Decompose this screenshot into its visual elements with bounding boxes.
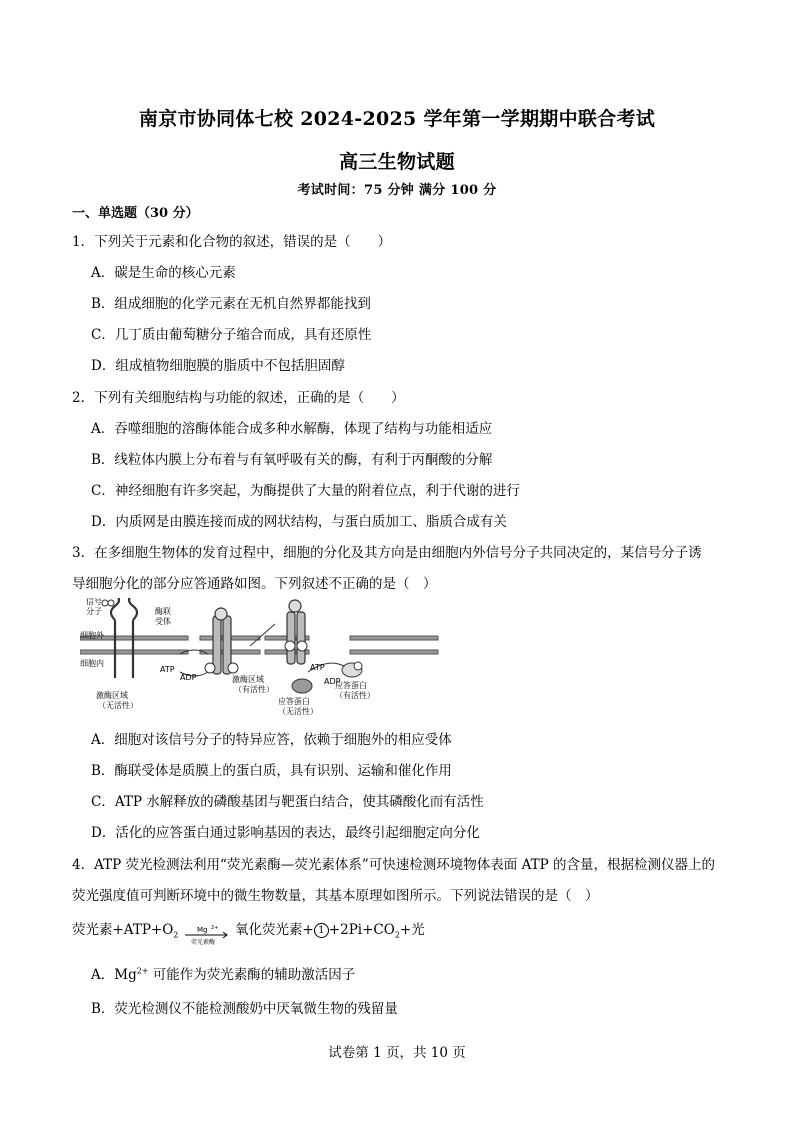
label-kinase-inactive-2: （无活性）: [98, 701, 138, 710]
cell-membrane-right: [350, 636, 438, 654]
label-outside: 细胞外: [80, 631, 104, 640]
question-3-option-c: C．ATP 水解释放的磷酸基团与靶蛋白结合，使其磷酸化而有活性: [91, 794, 484, 810]
equation-right-c: +光: [399, 922, 425, 938]
question-3-option-d: D．活化的应答蛋白通过影响基因的表达，最终引起细胞定向分化: [91, 825, 480, 841]
question-4-option-a: A．$Mg^{2+}$ 可能作为荧光素酶的辅助激活因子: [91, 966, 356, 983]
label-kinase-active-1: 激酶区域: [232, 675, 264, 684]
question-4-stem-line-2: 荧光强度值可判断环境中的微生物数量，其基本原理如图所示。下列说法错误的是（ ）: [72, 888, 599, 904]
question-2-option-d: D．内质网是由膜连接而成的网状结构，与蛋白质加工、脂质合成有关: [91, 514, 507, 530]
question-2-option-b: B．线粒体内膜上分布着与有氧呼吸有关的酶，有利于丙酮酸的分解: [91, 452, 493, 468]
label-enzyme-receptor-2: 受体: [155, 617, 171, 626]
label-atp-1: ATP: [160, 665, 175, 674]
question-1-option-d: D．组成植物细胞膜的脂质中不包括胆固醇: [91, 358, 345, 374]
label-kinase-inactive-1: 激酶区域: [96, 691, 128, 700]
question-4-stem-line-1: 4．ATP 荧光检测法利用“荧光素酶—荧光素体系”可快速检测环境物体表面 ATP 的含量，根据检测仪器上的: [72, 857, 715, 873]
label-kinase-active-2: （有活性）: [234, 685, 274, 694]
question-1-option-a: A．碳是生命的核心元素: [91, 265, 236, 281]
svg-text:荧光素酶: 荧光素酶: [190, 938, 215, 946]
question-3-stem-line-1: 3．在多细胞生物体的发育过程中，细胞的分化及其方向是由细胞内外信号分子共同决定的，某信号分子诱: [72, 545, 702, 561]
label-adp-1: ADP: [180, 673, 197, 682]
question-1-option-b: B．组成细胞的化学元素在无机自然界都能找到: [91, 296, 371, 312]
equation-right-b: +2Pi+CO: [328, 922, 395, 938]
question-1-option-c: C．几丁质由葡萄糖分子缩合而成，具有还原性: [91, 327, 372, 343]
circled-number-1: 1: [314, 923, 329, 938]
label-atp-2: ATP: [310, 663, 325, 672]
label-signal: 信号: [86, 598, 102, 606]
reaction-arrow: [183, 924, 231, 946]
label-resp-active-1: 应答蛋白: [335, 681, 367, 690]
signaling-pathway-figure: [80, 598, 580, 720]
question-4-option-b: B．荧光检测仪不能检测酸奶中厌氧微生物的残留量: [91, 1001, 398, 1017]
question-2-stem: 2．下列有关细胞结构与功能的叙述，正确的是（ ）: [72, 390, 405, 406]
receptor-dimer: [213, 608, 231, 674]
label-adp-2: ADP: [324, 677, 341, 686]
reaction-equation: 荧光素$+ATP+O_2$ Mg 2+ 荧光素酶 氧化荧光素+ $1 +2Pi+CO_2+$光: [72, 922, 425, 946]
question-2-option-a: A．吞噬细胞的溶酶体能合成多种水解酶，体现了结构与功能相适应: [91, 421, 493, 437]
section-heading: 一、单选题（30 分）: [72, 206, 199, 221]
label-resp-inactive-1: 应答蛋白: [278, 697, 310, 706]
response-protein-inactive: [292, 679, 312, 693]
label-enzyme-receptor-1: 酶联: [155, 607, 171, 616]
svg-text:2+: 2+: [210, 924, 219, 931]
question-3-stem-line-2: 导细胞分化的部分应答通路如图。下列叙述不正确的是（ ）: [72, 576, 437, 592]
signal-molecule: [102, 600, 108, 606]
label-resp-active-2: （有活性）: [335, 691, 375, 700]
exam-info: 考试时间：75 分钟 满分 100 分: [297, 183, 497, 198]
equation-left: 荧光素+ATP+O: [72, 922, 174, 938]
question-2-option-c: C．神经细胞有许多突起，为酶提供了大量的附着位点，利于代谢的进行: [91, 483, 520, 499]
svg-text:Mg: Mg: [196, 925, 208, 934]
exam-subtitle: 高三生物试题: [339, 151, 455, 173]
label-resp-inactive-2: （无活性）: [278, 707, 318, 716]
question-3-option-a: A．细胞对该信号分子的特异应答，依赖于细胞外的相应受体: [91, 732, 452, 748]
question-1-stem: 1．下列关于元素和化合物的叙述，错误的是（ ）: [72, 234, 392, 250]
label-inside: 细胞内: [80, 659, 104, 668]
page-footer: 试卷第 1 页，共 10 页: [328, 1045, 466, 1061]
label-molecule: 分子: [86, 607, 102, 616]
question-3-option-b: B．酶联受体是质膜上的蛋白质，具有识别、运输和催化作用: [91, 763, 452, 779]
equation-right-a: 氧化荧光素+: [234, 922, 314, 938]
exam-title: 南京市协同体七校 2024-2025 学年第一学期期中联合考试: [138, 108, 656, 130]
